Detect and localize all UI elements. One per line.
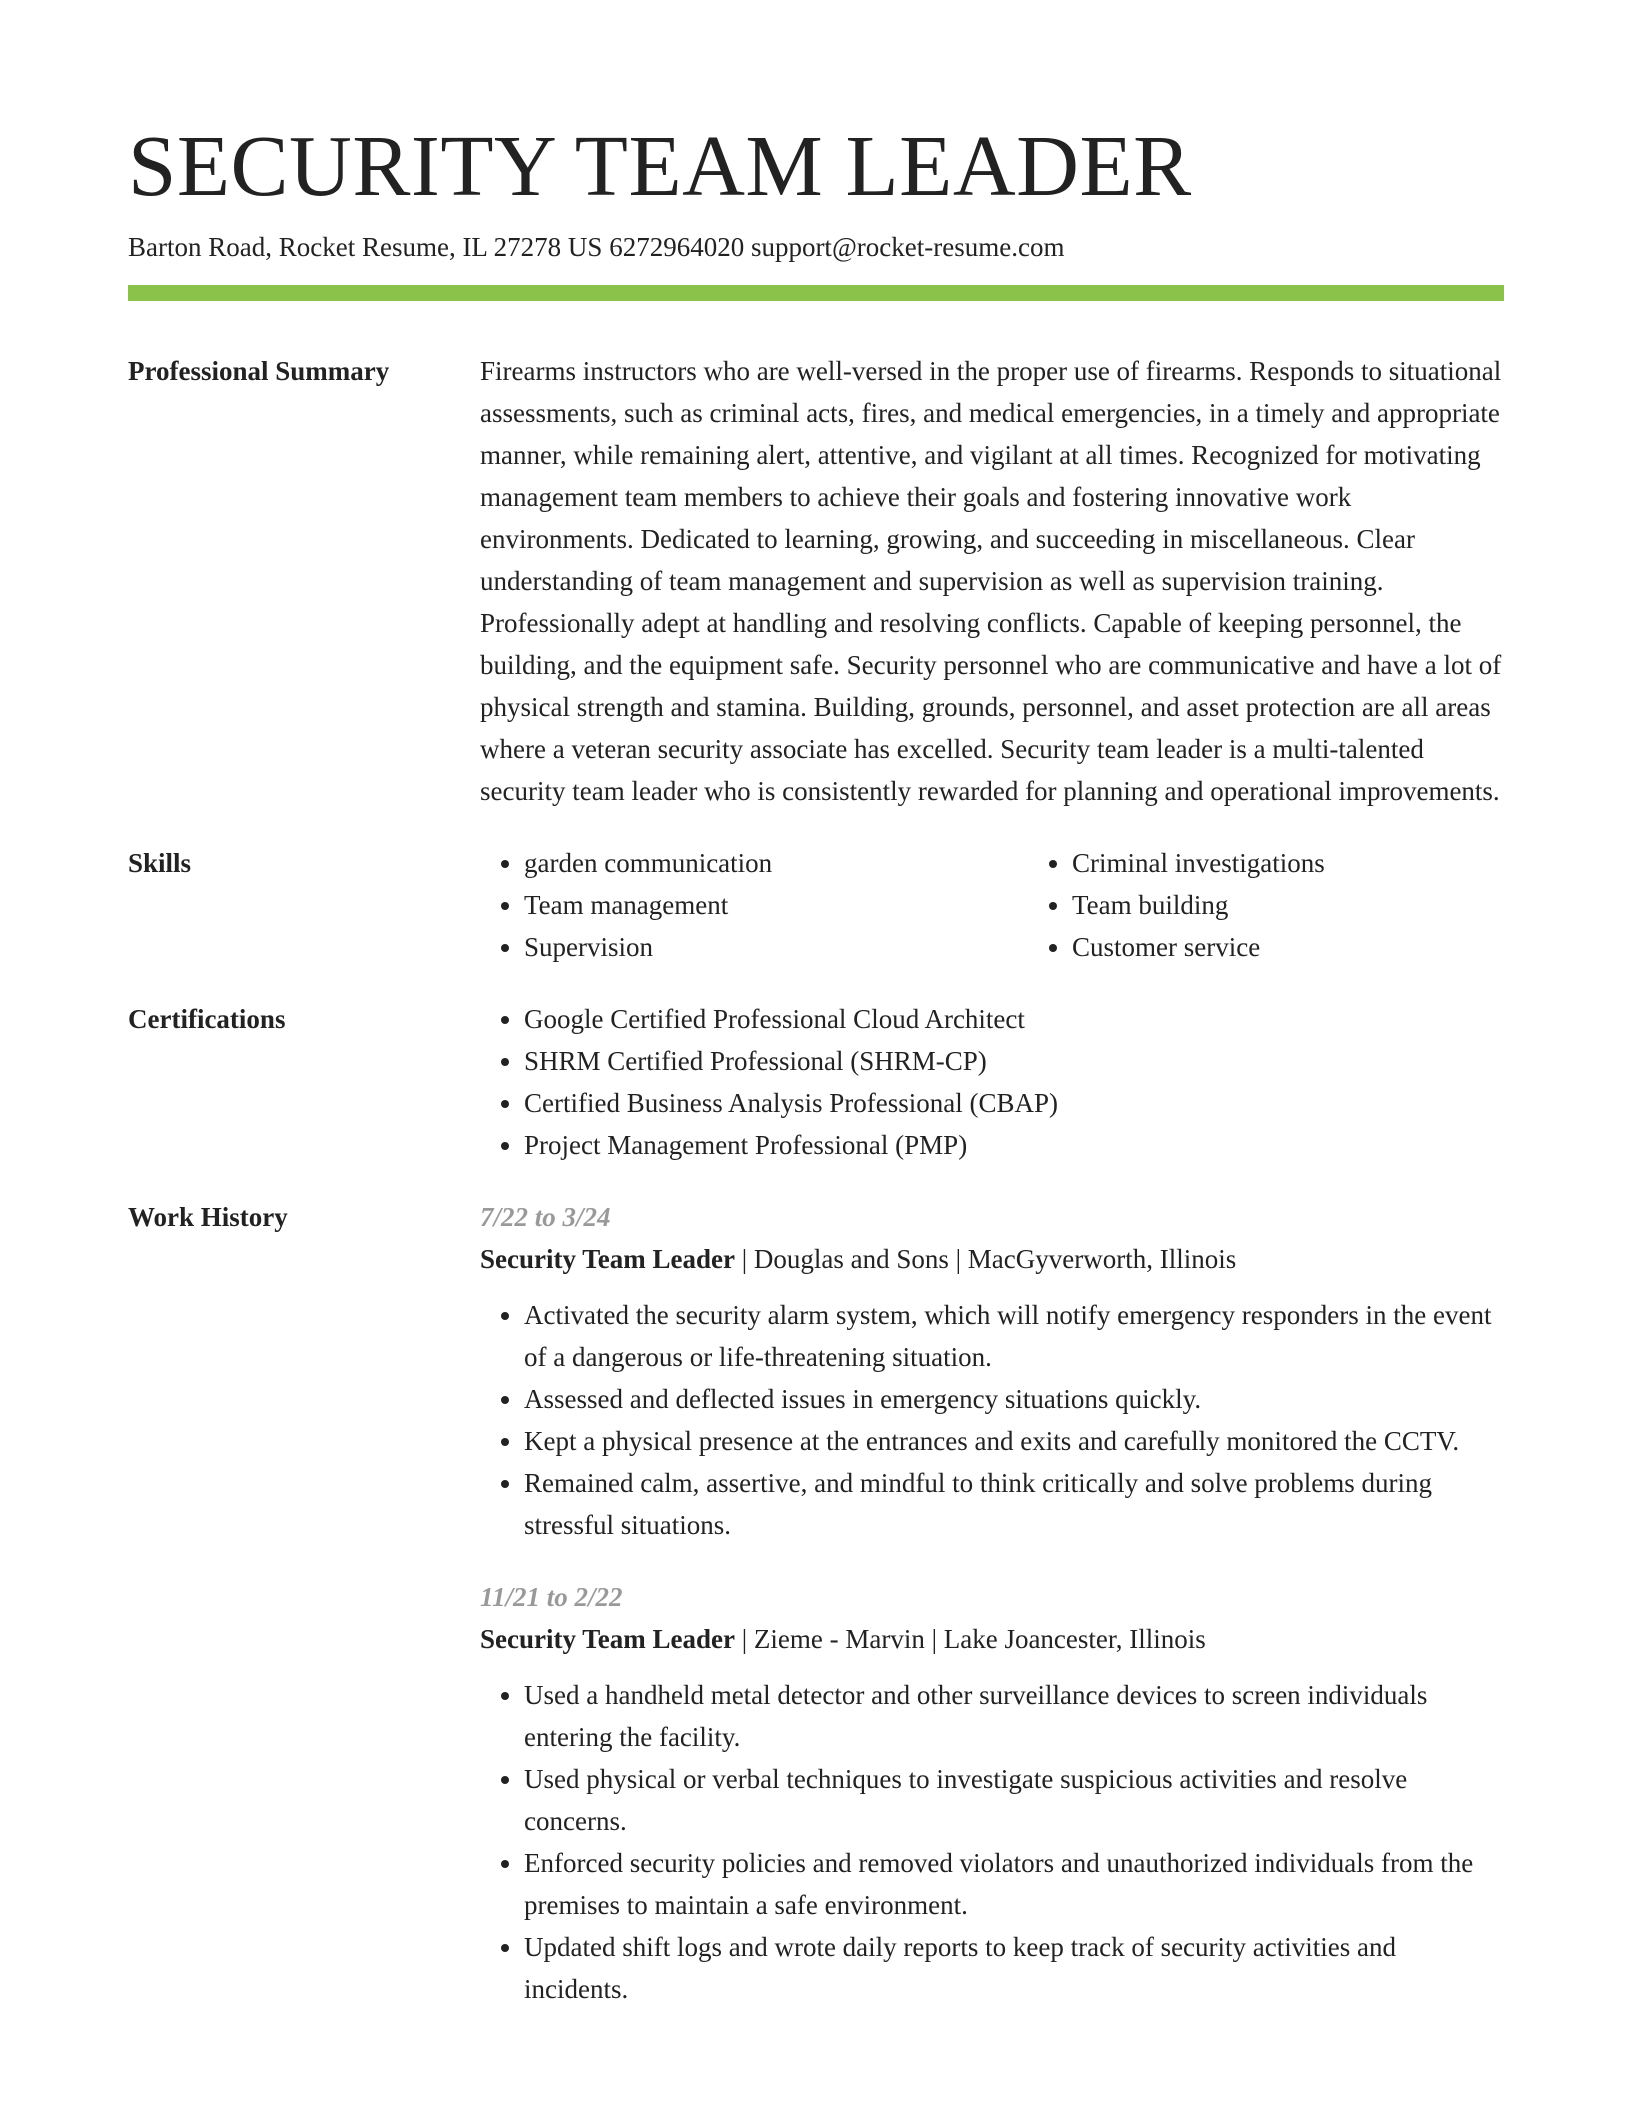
work-history-section: [128, 1196, 1504, 2010]
certification-item: • Certified Business Analysis Professional (CBAP): [524, 1082, 1504, 1124]
job-bullet: • Used physical or verbal techniques to investigate suspicious activities and resolve concerns.: [524, 1758, 1504, 1842]
section-label-skills: Skills: [128, 848, 192, 878]
section-label-work-history: Work History: [128, 1202, 288, 1232]
certification-item: • Project Management Professional (PMP): [524, 1124, 1504, 1166]
job-entry: [480, 1576, 1504, 2010]
job-title-line: [480, 1238, 1504, 1280]
job-bullet: • Kept a physical presence at the entrances and exits and carefully monitored the CCTV.: [524, 1420, 1504, 1462]
skills-list-right: [1028, 842, 1576, 968]
accent-divider: [128, 285, 1504, 301]
skill-item: • Criminal investigations: [1072, 842, 1576, 884]
contact-info: Barton Road, Rocket Resume, IL 27278 US 6272964020 support@rocket-resume.com: [128, 232, 1065, 262]
job-title: Security Team Leader: [480, 1244, 735, 1274]
certifications-section: [128, 998, 1504, 1166]
certifications-body: [480, 998, 1504, 1166]
resume-sections: [128, 350, 1504, 2040]
skills-list-left: [480, 842, 1028, 968]
skills-section: [128, 842, 1504, 968]
job-bullet: • Updated shift logs and wrote daily reports to keep track of security activities and incidents.: [524, 1926, 1504, 2010]
skill-item: • Team building: [1072, 884, 1576, 926]
certifications-list: [480, 998, 1504, 1166]
skill-item: • Customer service: [1072, 926, 1576, 968]
section-label-certifications: Certifications: [128, 1004, 286, 1034]
job-title: Security Team Leader: [480, 1624, 735, 1654]
summary-text: Firearms instructors who are well-versed in the proper use of firearms. Responds to situational assessments, such as criminal acts, fires, and medical emergencies, in a timely and appropriate manner, while remaining alert, attentive, and vigilant at all times. Recognized for motivating management team members to achieve their goals and fostering innovative work environments. Dedicated to learning, growing, and succeeding in miscellaneous. Clear understanding of team management and supervision as well as supervision training. Professionally adept at handling and resolving conflicts. Capable of keeping personnel, the building, and the equipment safe. Security personnel who are communicative and have a lot of physical strength and stamina. Building, grounds, personnel, and asset protection are all areas where a veteran security associate has excelled. Security team leader is a multi-talented security team leader who is consistently rewarded for planning and operational improvements.: [480, 356, 1502, 806]
job-bullet: • Activated the security alarm system, which will notify emergency responders in the event of a dangerous or life-threatening situation.: [524, 1294, 1504, 1378]
page-title: SECURITY TEAM LEADER: [128, 117, 1192, 214]
skill-item: • garden communication: [524, 842, 1028, 884]
certification-item: • Google Certified Professional Cloud Architect: [524, 998, 1504, 1040]
job-date: 11/21 to 2/22: [480, 1582, 623, 1612]
job-bullet: • Enforced security policies and removed violators and unauthorized individuals from the premises to maintain a safe environment.: [524, 1842, 1504, 1926]
job-title-line: [480, 1618, 1504, 1660]
job-details: | Douglas and Sons | MacGyverworth, Illinois: [734, 1244, 1237, 1274]
job-bullet: • Remained calm, assertive, and mindful to think critically and solve problems during stressful situations.: [524, 1462, 1504, 1546]
summary-body: [480, 350, 1504, 812]
certification-item: • SHRM Certified Professional (SHRM-CP): [524, 1040, 1504, 1082]
job-details: | Zieme - Marvin | Lake Joancester, Illinois: [734, 1624, 1206, 1654]
job-entry: [480, 1196, 1504, 1546]
skill-item: • Supervision: [524, 926, 1028, 968]
job-bullets: [480, 1294, 1504, 1546]
skills-body: [480, 842, 1576, 968]
job-bullets: [480, 1674, 1504, 2010]
section-label-summary: Professional Summary: [128, 356, 390, 386]
skill-item: • Team management: [524, 884, 1028, 926]
work-history-body: [480, 1196, 1504, 2010]
summary-section: [128, 350, 1504, 812]
job-bullet: • Assessed and deflected issues in emergency situations quickly.: [524, 1378, 1504, 1420]
job-bullet: • Used a handheld metal detector and other surveillance devices to screen individuals entering the facility.: [524, 1674, 1504, 1758]
job-date: 7/22 to 3/24: [480, 1202, 611, 1232]
